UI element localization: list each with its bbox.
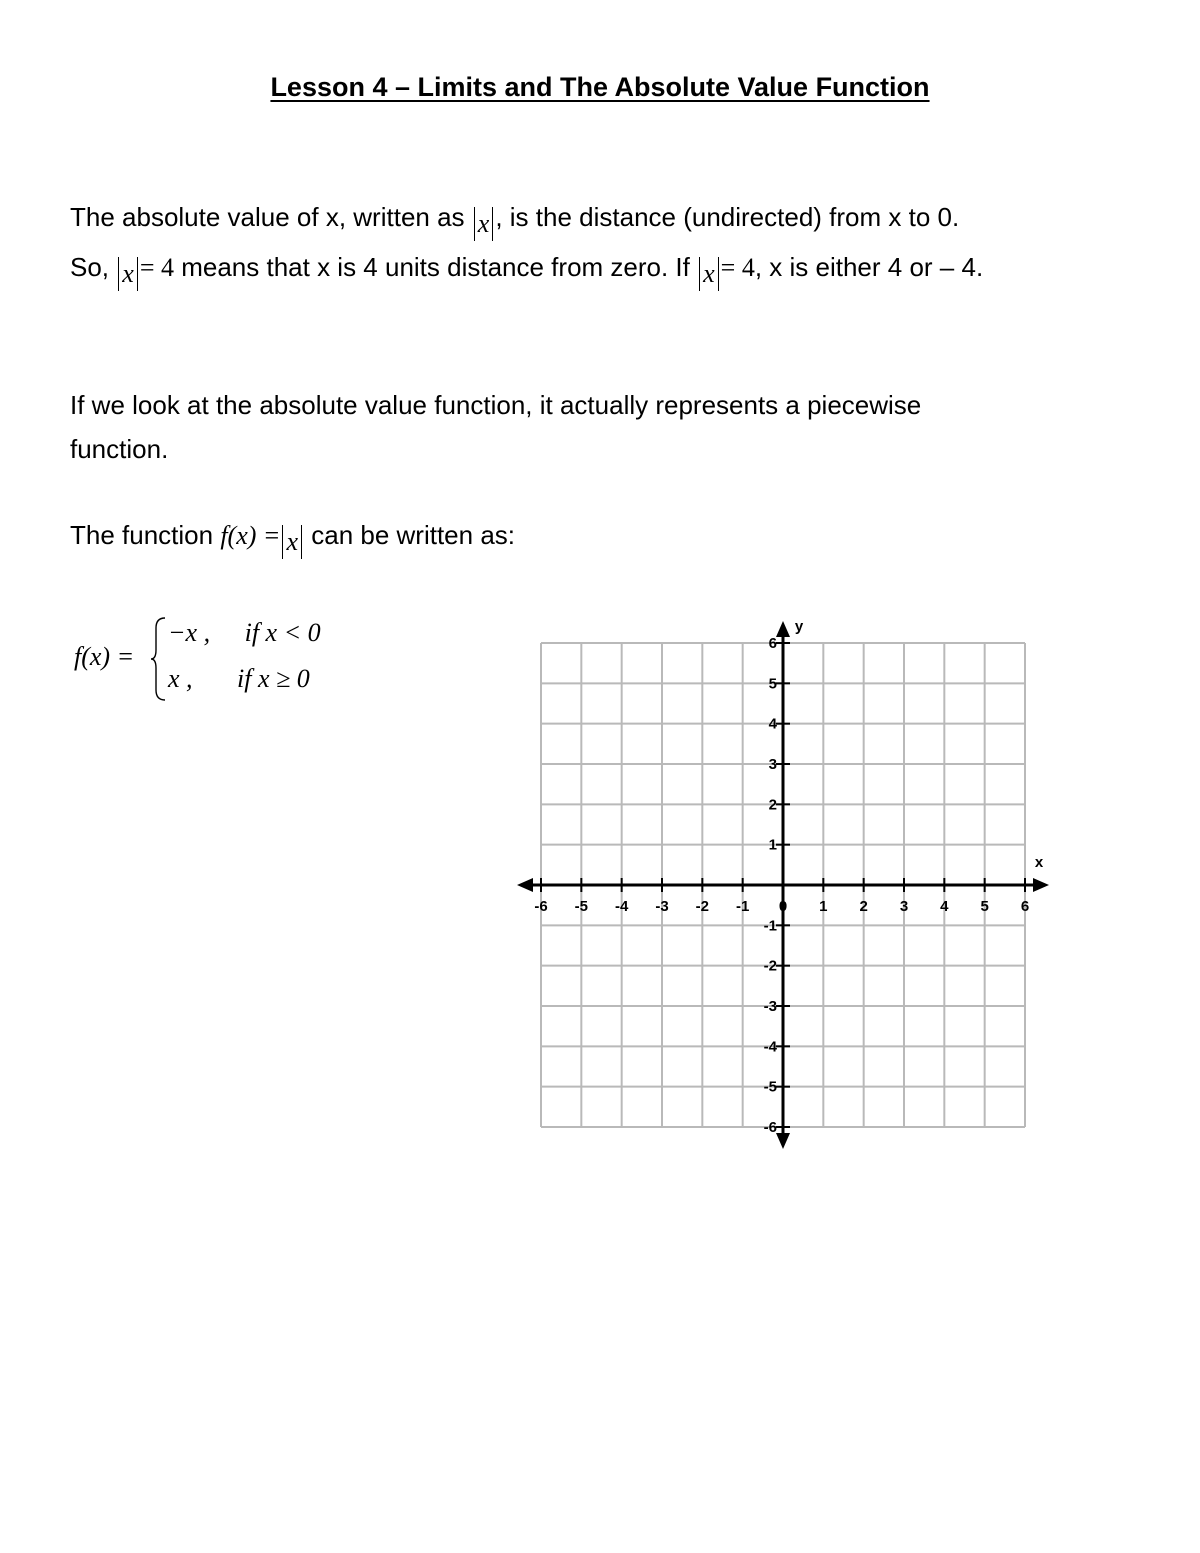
case-1-condition: if x < 0 <box>244 618 321 647</box>
definition-text-1a: The absolute value of x, written as <box>70 202 465 232</box>
x-tick-label: -1 <box>735 898 750 915</box>
definition-text-1b: , is the distance (undirected) from x to 0. <box>495 202 960 232</box>
x-axis-left-arrow-icon <box>517 878 533 892</box>
y-axis-down-arrow-icon <box>776 1133 790 1149</box>
y-tick-label: 5 <box>768 675 777 693</box>
page-title: Lesson 4 – Limits and The Absolute Value Function <box>270 72 930 102</box>
piecewise-intro-line-1: If we look at the absolute value function, it actually represents a piecewise <box>70 390 922 420</box>
y-tick-label: -5 <box>763 1078 777 1096</box>
definition-text-2c: , x is either 4 or – 4. <box>754 252 984 282</box>
y-tick-label: 1 <box>768 836 777 854</box>
abs-x-expression: x <box>474 207 494 241</box>
x-axis-label: x <box>1034 854 1044 871</box>
y-tick-label: -1 <box>763 917 777 935</box>
function-text-a: The function <box>70 520 214 550</box>
y-tick-label: -4 <box>763 1038 777 1056</box>
x-tick-label: -3 <box>655 898 669 915</box>
piecewise-lhs: f(x) = <box>74 642 135 671</box>
case-1-expression: −x , <box>168 618 211 647</box>
x-tick-label: -6 <box>534 898 548 915</box>
y-tick-label: 2 <box>768 796 777 814</box>
definition-text-2b: means that x is 4 units distance from zero. If <box>181 252 690 282</box>
function-text-b: can be written as: <box>311 520 516 550</box>
y-tick-label: 4 <box>768 715 777 733</box>
x-axis-right-arrow-icon <box>1033 878 1049 892</box>
y-axis-up-arrow-icon <box>776 621 790 637</box>
function-fx: f(x) = <box>220 521 281 550</box>
x-tick-label: 5 <box>980 898 989 915</box>
x-tick-label: -2 <box>695 898 710 915</box>
case-2-condition: if x ≥ 0 <box>237 664 310 693</box>
x-tick-label: 6 <box>1020 898 1030 915</box>
case-2-expression: x , <box>168 664 193 693</box>
piecewise-intro-line-2: function. <box>70 434 169 464</box>
definition-text-2a: So, <box>70 252 110 282</box>
x-tick-label: -5 <box>574 898 589 915</box>
y-tick-label: -2 <box>763 957 777 975</box>
y-tick-label: 6 <box>768 635 777 652</box>
x-tick-label: -4 <box>614 898 629 915</box>
x-tick-label: 2 <box>859 898 868 915</box>
x-tick-label: 0 <box>778 898 788 915</box>
y-tick-label: -3 <box>763 998 777 1015</box>
abs-x-expression: x <box>699 257 719 291</box>
y-axis-label: y <box>794 618 804 635</box>
y-tick-label: -6 <box>763 1119 777 1136</box>
equals-four: = 4 <box>720 253 755 282</box>
abs-x-expression: x <box>282 525 302 559</box>
x-tick-label: 1 <box>819 898 828 915</box>
x-tick-label: 3 <box>899 898 909 915</box>
equals-four: = 4 <box>139 253 174 282</box>
abs-x-expression: x <box>118 257 138 291</box>
x-tick-label: 4 <box>940 898 949 915</box>
y-tick-label: 3 <box>768 756 777 773</box>
